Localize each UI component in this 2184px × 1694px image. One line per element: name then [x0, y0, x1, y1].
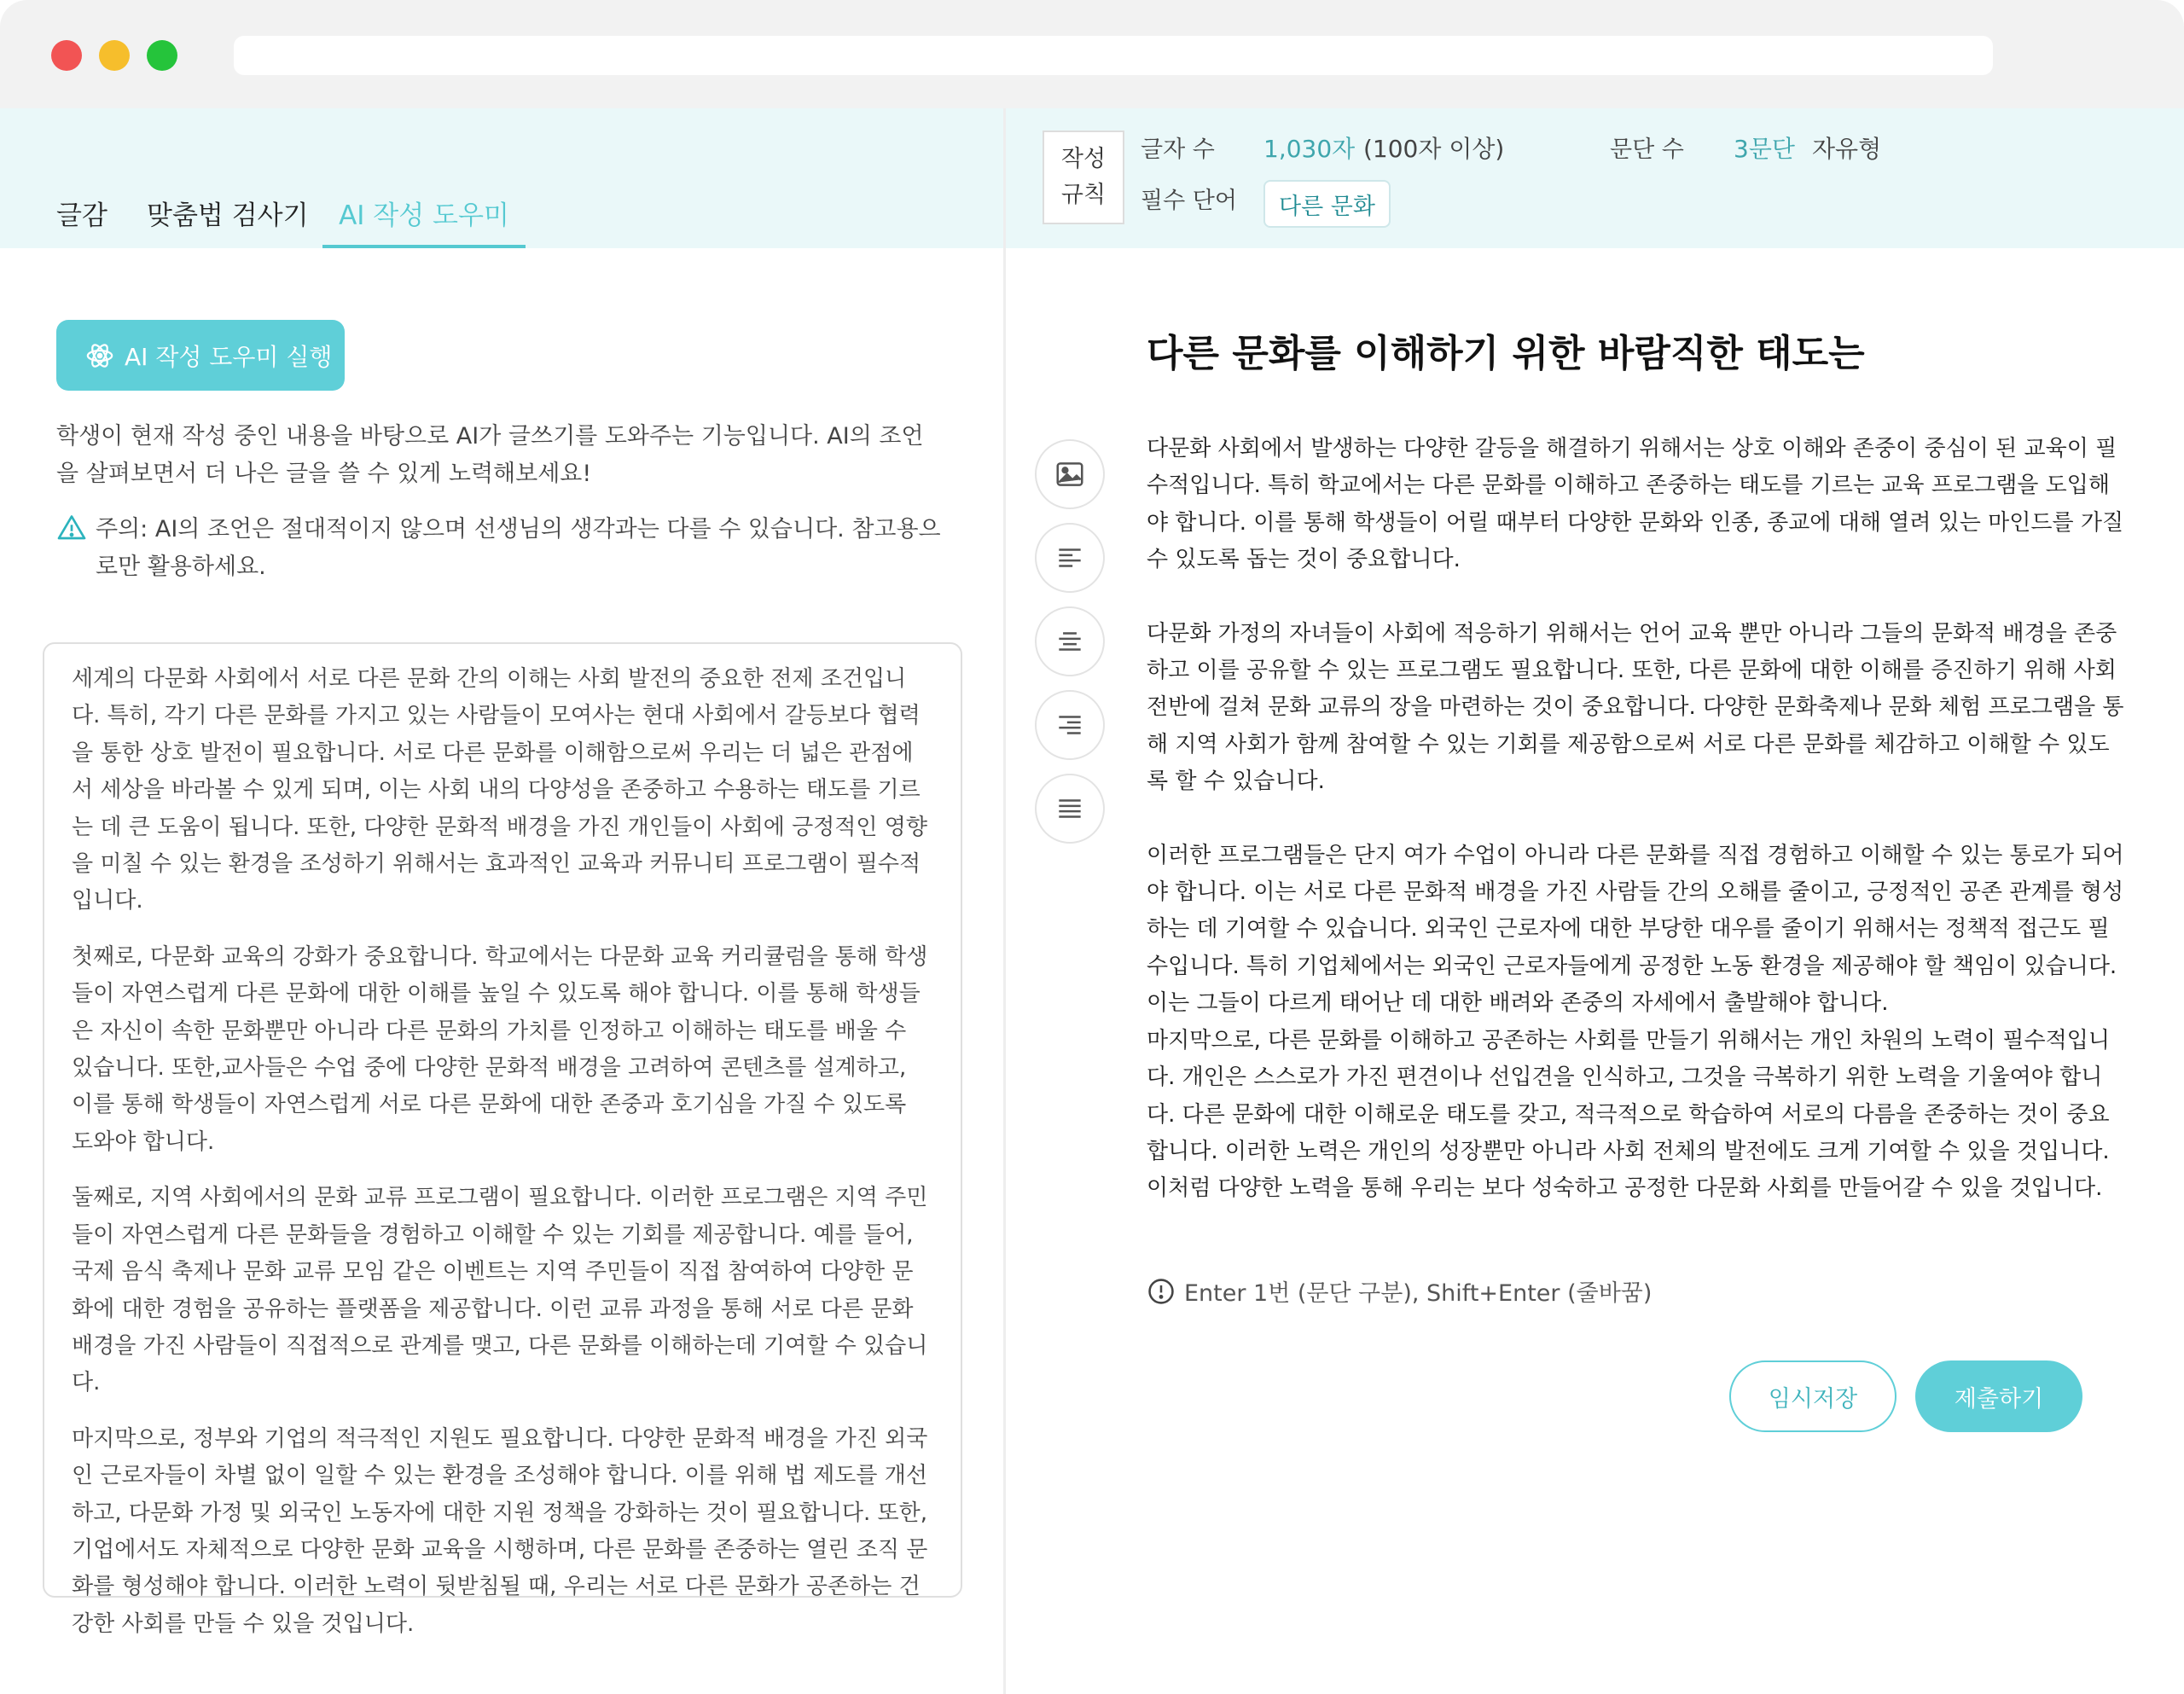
required-word-label: 필수 단어: [1141, 188, 1237, 214]
tab-ai-assistant[interactable]: AI 작성 도우미: [322, 194, 526, 248]
editor-paragraph[interactable]: 마지막으로, 다른 문화를 이해하고 공존하는 사회를 만들기 위해서는 개인 차원의 노력이 필수적입니다. 개인은 스스로가 가진 편견이나 선입견을 인식하고, 그것을 극복하기 위한 노력을 기울여야 합니다. 다른 문화에 대한 이해로운 태도를 갖고, 적극적으로 학습하여 서로의 다름을 존중하는 것이 중요합니다. 이러한 노력은 개인의 성장뿐만 아니라 사회 전체의 발전에도 크게 기여할 수 있을 것입니다. 이처럼 다양한 노력을 통해 우리는 보다 성숙하고 공정한 다문화 사회를 만들어갈 수 있을 것입니다.: [1147, 1027, 2110, 1202]
image-icon: [1054, 458, 1086, 490]
editor-paragraph[interactable]: 이러한 프로그램들은 단지 여가 수업이 아니라 다른 문화를 직접 경험하고 이해할 수 있는 통로가 되어야 합니다. 이는 서로 다른 문화적 배경을 가진 사람들 간의 오해를 줄이고, 긍정적인 공존 관계를 형성하는 데 기여할 수 있습니다. 외국인 근로자에 대한 부당한 대우를 줄이기 위해서는 정책적 접근도 필수입니다. 특히 기업체에서는 외국인 근로자들에게 공정한 노동 환경을 제공해야 할 책임이 있습니다. 이는 그들이 다르게 태어난 데 대한 배려와 존중의 자세에서 출발해야 합니다.: [1147, 842, 2124, 1017]
editor-hint-text: Enter 1번 (문단 구분), Shift+Enter (줄바꿈): [1184, 1280, 1653, 1307]
char-count-label: 글자 수: [1141, 136, 1215, 163]
align-left-icon: [1054, 542, 1086, 574]
maximize-window-icon[interactable]: [147, 40, 177, 71]
char-count-requirement: (100자 이상): [1363, 135, 1505, 163]
ai-warning-text: 주의: AI의 조언은 절대적이지 않으며 선생님의 생각과는 다를 수 있습니다. 참고용으로만 활용하세요.: [96, 516, 941, 580]
browser-chrome: [0, 0, 2184, 108]
ai-suggested-essay: [43, 642, 962, 1637]
minimize-window-icon[interactable]: [99, 40, 130, 71]
align-left-button[interactable]: [1035, 523, 1105, 593]
run-ai-assistant-label: AI 작성 도우미 실행: [125, 342, 333, 371]
insert-image-button[interactable]: [1035, 439, 1105, 509]
ai-warning: [56, 511, 952, 586]
ai-assistant-description: 학생이 현재 작성 중인 내용을 바탕으로 AI가 글쓰기를 도와주는 기능입니다. AI의 조언을 살펴보면서 더 나은 글을 쓸 수 있게 노력해보세요!: [56, 423, 924, 487]
save-draft-button[interactable]: 임시저장: [1729, 1360, 1896, 1432]
align-right-icon: [1054, 709, 1086, 741]
essay-paragraph: 첫째로, 다문화 교육의 강화가 중요합니다. 학교에서는 다문화 교육 커리큘럼을 통해 학생들이 자연스럽게 다른 문화에 대한 이해를 높일 수 있도록 해야 합니다. 이를 통해 학생들은 자신이 속한 문화뿐만 아니라 다른 문화의 가치를 인정하고 이해하는 태도를 배울 수 있습니다. 또한,교사들은 수업 중에 다양한 문화적 배경을 고려하여 콘텐츠를 설계하고, 이를 통해 학생들이 자연스럽게 서로 다른 문화에 대한 존중과 호기심을 가질 수 있도록 도와야 합니다.: [72, 943, 928, 1155]
editor-paragraph[interactable]: 다문화 사회에서 발생하는 다양한 갈등을 해결하기 위해서는 상호 이해와 존중이 중심이 된 교육이 필수적입니다. 특히 학교에서는 다른 문화를 이해하고 존중하는 태도를 기르는 교육 프로그램을 도입해야 합니다. 이를 통해 학생들이 어릴 때부터 다양한 문화와 인종, 종교에 대해 열려 있는 마인드를 가질 수 있도록 돕는 것이 중요합니다.: [1147, 436, 2124, 573]
align-justify-button[interactable]: [1035, 774, 1105, 844]
essay-paragraph: 마지막으로, 정부와 기업의 적극적인 지원도 필요합니다. 다양한 문화적 배경을 가진 외국인 근로자들이 차별 없이 일할 수 있는 환경을 조성해야 합니다. 이를 위해 법 제도를 개선하고, 다문화 가정 및 외국인 노동자에 대한 지원 정책을 강화하는 것이 필요합니다. 또한, 기업에서도 자체적으로 다양한 문화 교육을 시행하며, 다른 문화를 존중하는 열린 조직 문화를 형성해야 합니다. 이러한 노력이 뒷받침될 때, 우리는 서로 다른 문화가 공존하는 건강한 사회를 만들 수 있을 것입니다.: [72, 1425, 928, 1637]
paragraph-count-value: 3문단: [1734, 135, 1795, 163]
char-count-value: 1,030자: [1263, 135, 1356, 163]
panel-divider: [1003, 108, 1006, 1694]
close-window-icon[interactable]: [51, 40, 82, 71]
left-tab-bar: [0, 108, 1003, 248]
rules-badge-line1: 작성: [1060, 146, 1107, 172]
essay-title[interactable]: 다른 문화를 이해하기 위한 바람직한 태도는: [1147, 332, 1865, 375]
writing-rules-bar: [1006, 108, 2184, 248]
essay-editor[interactable]: [1147, 431, 2128, 1208]
paragraph-type: 자유형: [1812, 135, 1882, 163]
tab-writing-material[interactable]: 글감: [56, 200, 107, 231]
address-bar[interactable]: [234, 36, 1993, 75]
align-center-icon: [1054, 625, 1086, 658]
info-icon: [1147, 1277, 1176, 1306]
submit-button[interactable]: 제출하기: [1915, 1360, 2082, 1432]
editor-paragraph[interactable]: 다문화 가정의 자녀들이 사회에 적응하기 위해서는 언어 교육 뿐만 아니라 그들의 문화적 배경을 존중하고 이를 공유할 수 있는 프로그램도 필요합니다. 또한, 다른 문화에 대한 이해를 증진하기 위해 사회 전반에 걸쳐 문화 교류의 장을 마련하는 것이 중요합니다. 다양한 문화축제나 문화 체험 프로그램을 통해 지역 사회가 함께 참여할 수 있는 기회를 제공함으로써 서로 다른 문화를 체감하고 이해할 수 있도록 할 수 있습니다.: [1147, 620, 2124, 795]
align-right-button[interactable]: [1035, 690, 1105, 760]
align-justify-icon: [1054, 792, 1086, 825]
writing-rules-badge: [1043, 131, 1124, 224]
paragraph-count-label: 문단 수: [1610, 136, 1684, 163]
essay-paragraph: 세계의 다문화 사회에서 서로 다른 문화 간의 이해는 사회 발전의 중요한 전제 조건입니다. 특히, 각기 다른 문화를 가지고 있는 사람들이 모여사는 현대 사회에서 갈등보다 협력을 통한 상호 발전이 필요합니다. 서로 다른 문화를 이해함으로써 우리는 더 넓은 관점에서 세상을 바라볼 수 있게 되며, 이는 사회 내의 다양성을 존중하고 수용하는 태도를 기르는 데 큰 도움이 됩니다. 또한, 다양한 문화적 배경을 가진 개인들이 사회에 긍정적인 영향을 미칠 수 있는 환경을 조성하기 위해서는 효과적인 교육과 커뮤니티 프로그램이 필수적입니다.: [72, 666, 928, 914]
atom-icon: [85, 341, 114, 370]
run-ai-assistant-button[interactable]: [56, 320, 345, 391]
essay-paragraph: 둘째로, 지역 사회에서의 문화 교류 프로그램이 필요합니다. 이러한 프로그램은 지역 주민들이 자연스럽게 다른 문화들을 경험하고 이해할 수 있는 기회를 제공합니다. 예를 들어, 국제 음식 축제나 문화 교류 모임 같은 이벤트는 지역 주민들이 직접 참여하여 다양한 문화에 대한 경험을 공유하는 플랫폼을 제공합니다. 이런 교류 과정을 통해 서로 다른 문화배경을 가진 사람들이 직접적으로 관계를 맺고, 다른 문화를 이해하는데 기여할 수 있습니다.: [72, 1185, 928, 1396]
align-center-button[interactable]: [1035, 606, 1105, 676]
editor-hint: [1147, 1274, 1652, 1308]
required-word-chip: 다른 문화: [1263, 180, 1391, 228]
rules-badge-line2: 규칙: [1060, 182, 1107, 208]
tab-spell-checker[interactable]: 맞춤법 검사기: [147, 200, 309, 231]
warning-icon: [56, 513, 87, 543]
